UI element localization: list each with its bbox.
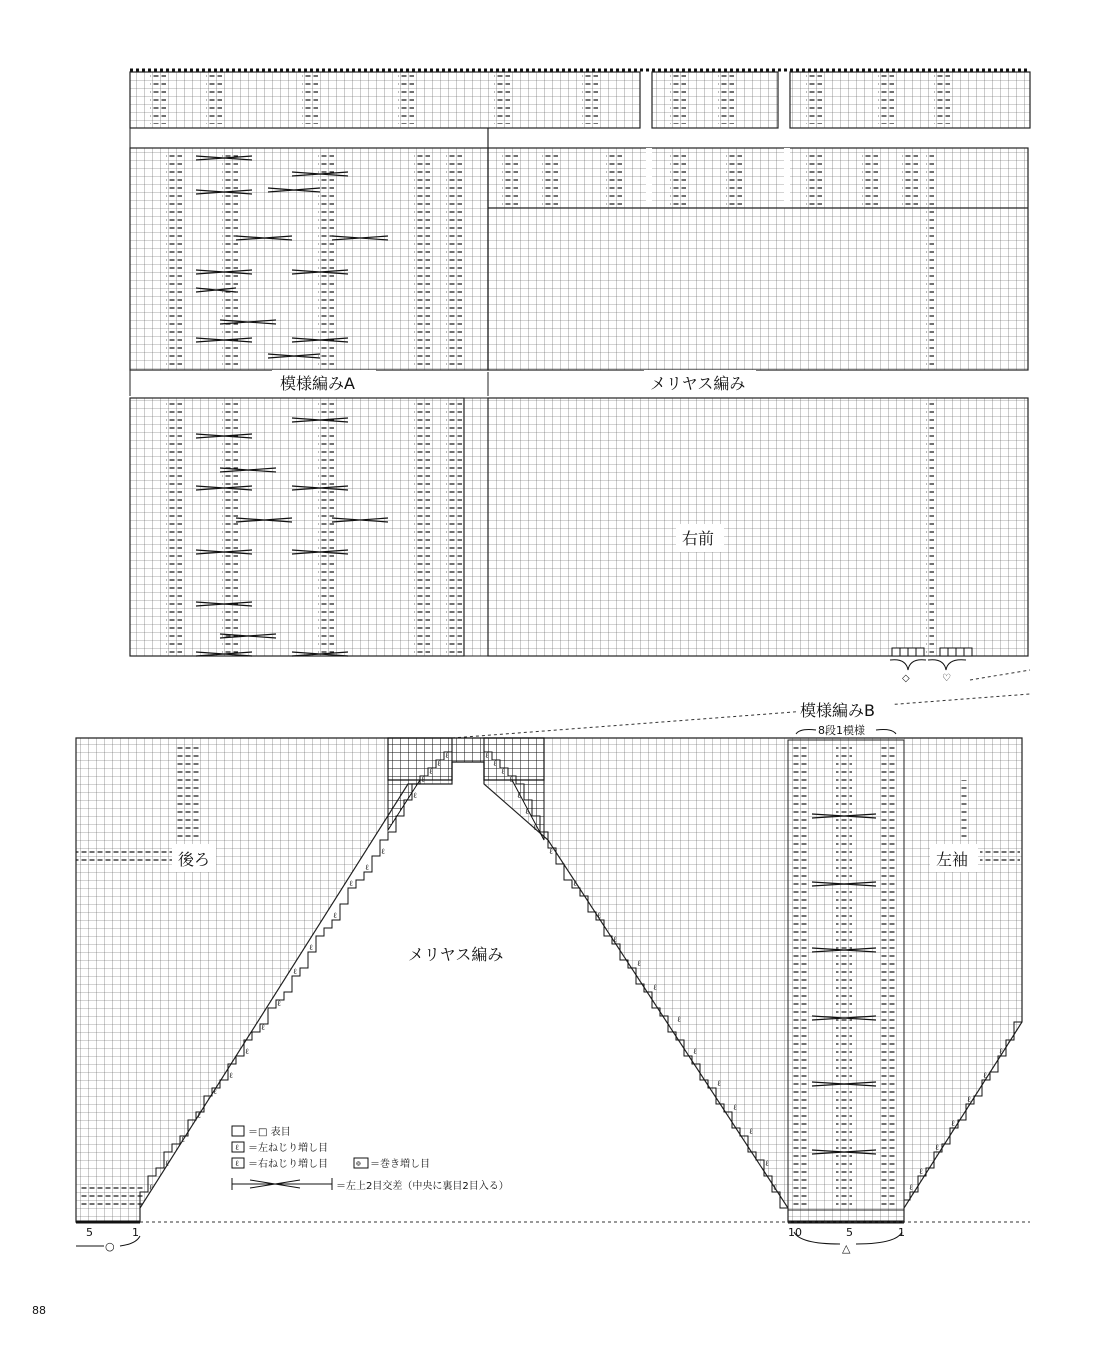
svg-text:ℓ: ℓ xyxy=(919,1167,923,1176)
top-strip-grid-right xyxy=(790,72,1030,128)
svg-text:ℓ: ℓ xyxy=(213,1087,217,1096)
svg-text:ℓ: ℓ xyxy=(493,759,497,768)
sleeve-num-left: 10 xyxy=(788,1226,802,1239)
svg-text:ℓ: ℓ xyxy=(749,1127,753,1136)
svg-text:ℓ: ℓ xyxy=(613,935,617,944)
heart-marker: ♡ xyxy=(942,673,951,684)
pattern-a-label: 模様編みA xyxy=(280,374,355,393)
stockinette-bottom-label: メリヤス編み xyxy=(408,945,504,964)
svg-text:ℓ: ℓ xyxy=(445,751,449,760)
svg-text:ℓ: ℓ xyxy=(429,767,433,776)
pattern-b-label: 模様編みB xyxy=(800,701,875,720)
svg-text:ℓ: ℓ xyxy=(597,911,601,920)
back-num-right: 1 xyxy=(132,1226,139,1239)
sleeve-num-mid: 5 xyxy=(846,1226,853,1239)
legend-left-twist-inc: ＝左ねじり増し目 xyxy=(248,1143,328,1154)
svg-text:ℓ: ℓ xyxy=(509,775,513,784)
svg-text:ℓ: ℓ xyxy=(733,1103,737,1112)
circle-marker: ○ xyxy=(105,1240,115,1253)
svg-text:ℓ: ℓ xyxy=(765,1159,769,1168)
svg-text:ℓ: ℓ xyxy=(717,1079,721,1088)
svg-text:ℓ: ℓ xyxy=(501,767,505,776)
svg-text:ℓ: ℓ xyxy=(235,1143,239,1152)
legend-wrap-inc: ＝巻き増し目 xyxy=(370,1159,430,1170)
bottom-chart xyxy=(76,694,1030,1255)
sleeve-num-right: 1 xyxy=(898,1226,905,1239)
svg-text:ℓ: ℓ xyxy=(693,1047,697,1056)
svg-text:⊚: ⊚ xyxy=(356,1159,361,1168)
svg-text:ℓ: ℓ xyxy=(349,879,353,888)
svg-text:ℓ: ℓ xyxy=(549,847,553,856)
svg-text:ℓ: ℓ xyxy=(909,1183,913,1192)
svg-text:ℓ: ℓ xyxy=(381,847,385,856)
pattern-a-upper-grid xyxy=(130,148,488,370)
svg-text:ℓ: ℓ xyxy=(485,751,489,760)
svg-text:ℓ: ℓ xyxy=(333,911,337,920)
svg-text:ℓ: ℓ xyxy=(197,1111,201,1120)
svg-text:ℓ: ℓ xyxy=(935,1143,939,1152)
right-front-label: 右前 xyxy=(682,529,715,548)
svg-text:ℓ: ℓ xyxy=(983,1071,987,1080)
legend-cable: ＝左上2目交差（中央に裏目2目入る） xyxy=(336,1181,509,1192)
back-num-left: 5 xyxy=(86,1226,93,1239)
svg-text:ℓ: ℓ xyxy=(413,791,417,800)
svg-text:ℓ: ℓ xyxy=(773,1183,777,1192)
svg-text:ℓ: ℓ xyxy=(181,1135,185,1144)
legend-right-twist-inc: ＝右ねじり増し目 xyxy=(248,1159,328,1170)
svg-text:ℓ: ℓ xyxy=(421,775,425,784)
page-number: 88 xyxy=(32,1304,46,1317)
svg-text:ℓ: ℓ xyxy=(245,1047,249,1056)
triangle-marker: △ xyxy=(842,1242,851,1255)
left-sleeve-label: 左袖 xyxy=(936,850,969,869)
svg-text:ℓ: ℓ xyxy=(525,807,529,816)
svg-text:ℓ: ℓ xyxy=(437,759,441,768)
svg-text:ℓ: ℓ xyxy=(653,983,657,992)
svg-text:ℓ: ℓ xyxy=(149,1183,153,1192)
svg-text:ℓ: ℓ xyxy=(967,1095,971,1104)
top-chart xyxy=(130,70,1030,684)
stockinette-upper-grid xyxy=(488,148,1028,370)
svg-text:ℓ: ℓ xyxy=(677,1015,681,1024)
svg-text:ℓ: ℓ xyxy=(277,999,281,1008)
right-front-grid xyxy=(488,398,1028,656)
svg-text:ℓ: ℓ xyxy=(229,1071,233,1080)
svg-text:ℓ: ℓ xyxy=(261,1023,265,1032)
svg-text:ℓ: ℓ xyxy=(235,1159,239,1168)
legend xyxy=(232,1125,509,1192)
svg-text:ℓ: ℓ xyxy=(533,823,537,832)
stockinette-top-label: メリヤス編み xyxy=(650,374,746,393)
svg-text:ℓ: ℓ xyxy=(309,943,313,952)
svg-text:ℓ: ℓ xyxy=(573,879,577,888)
svg-text:ℓ: ℓ xyxy=(165,1159,169,1168)
svg-text:ℓ: ℓ xyxy=(637,959,641,968)
legend-knit: ＝□ 表目 xyxy=(248,1127,291,1138)
pattern-b-repeat-label: 8段1模様 xyxy=(818,724,865,737)
svg-text:ℓ: ℓ xyxy=(999,1047,1003,1056)
diamond-marker: ◇ xyxy=(902,673,910,684)
left-sleeve-grid xyxy=(484,738,1022,1222)
svg-text:ℓ: ℓ xyxy=(951,1119,955,1128)
svg-text:ℓ: ℓ xyxy=(365,863,369,872)
back-label: 後ろ xyxy=(178,850,211,869)
svg-text:ℓ: ℓ xyxy=(293,967,297,976)
svg-text:ℓ: ℓ xyxy=(517,791,521,800)
